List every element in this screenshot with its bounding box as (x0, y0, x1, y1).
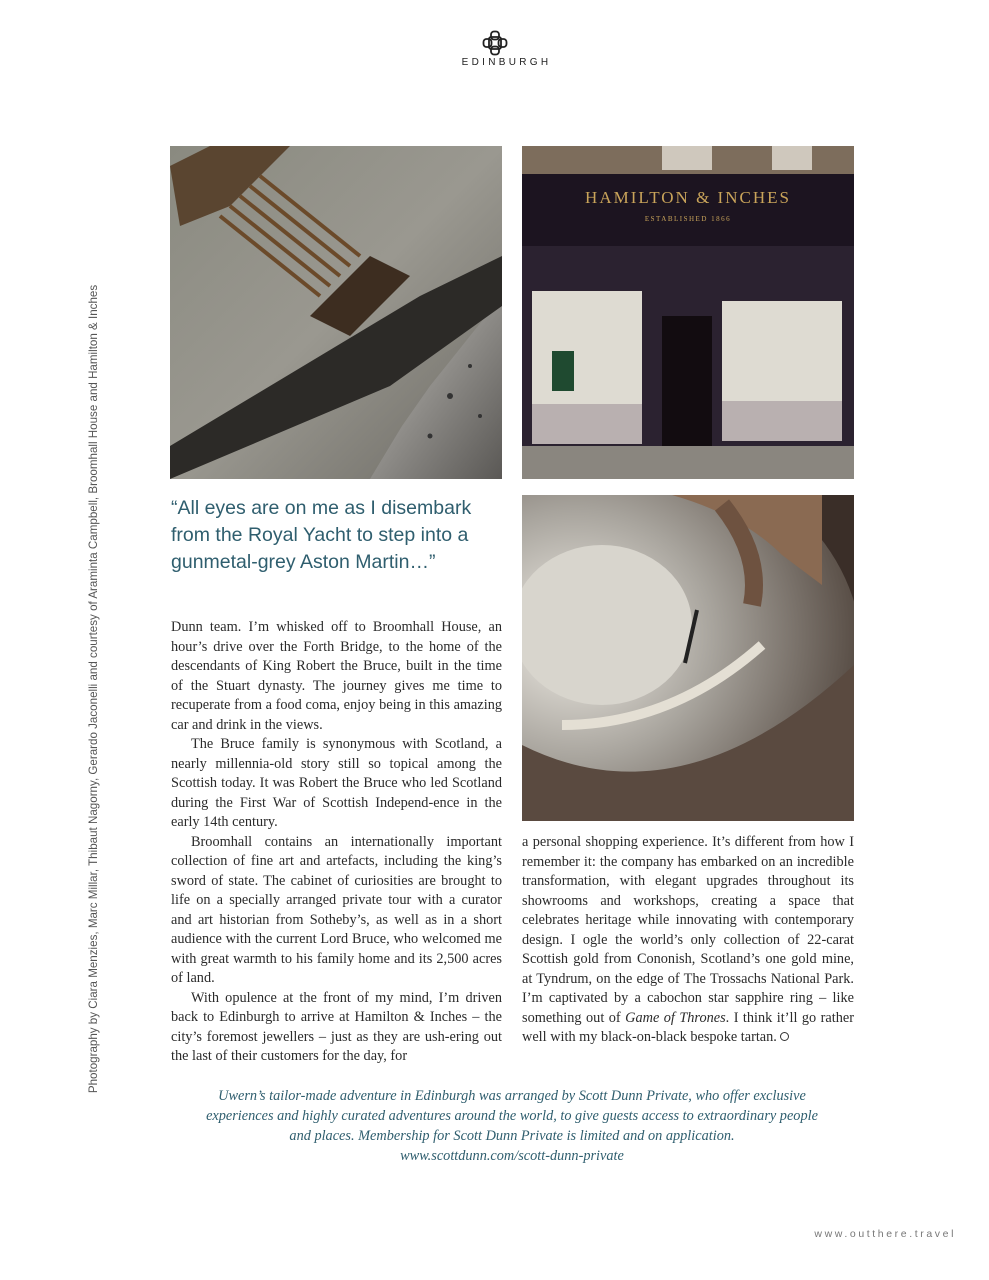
magazine-url: www.outthere.travel (814, 1228, 956, 1240)
end-mark-icon (780, 1032, 789, 1041)
paragraph (522, 833, 854, 1048)
article-column-left (171, 618, 502, 1067)
article-column-right (522, 833, 854, 1048)
paragraph-text-end: . I think it’ll go rather well with my black-on-black bespoke tartan. (522, 1009, 854, 1045)
paragraph: With opulence at the front of my mind, I’m driven back to Edinburgh to arrive at Hamilton & Inches – the city’s foremost jewellers – just as they are ush-ering out the last of their customers for the day, for (171, 989, 502, 1064)
photo-credit: Photography by Ciara Menzies, Marc Millar, Thibaut Nagorny, Gerardo Jaconelli and courtesy of Araminta Campbell, Broomhall House and Hamilton & Inches (87, 284, 100, 1094)
sponsor-link[interactable]: www.scottdunn.com/scott-dunn-private (400, 1148, 624, 1164)
shop-sign: HAMILTON & INCHES (585, 188, 791, 207)
sword-photo (170, 146, 502, 479)
sponsor-note-line: Uwern’s tailor-made adventure in Edinburgh was arranged by Scott Dunn Private, who offer exclusive (218, 1088, 806, 1104)
section-title: EDINBURGH (461, 57, 552, 68)
sponsor-note-line: and places. Membership for Scott Dunn Private is limited and on application. (289, 1128, 735, 1144)
shop-sign-subtitle: ESTABLISHED 1866 (644, 215, 732, 223)
paragraph-text: a personal shopping experience. It’s different from how I remember it: the company has embarked on an incredible transformation, with elegant upgrades throughout its showrooms and workshops, creating a space that celebrates heritage while innovating with contemporary design. I ogle the world’s only collection of 22-carat Scottish gold from Cononish, Scotland’s one gold mine, at Tyndrum, on the edge of The Trossachs National Park. I’m captivated by a cabochon star sapphire ring – like something out of (522, 834, 854, 1026)
shopfront-photo (522, 146, 854, 479)
paragraph: Dunn team. I’m whisked off to Broomhall House, an hour’s drive over the Forth Bridge, to the home of the descendants of King Robert the Bruce, built in the time of the Stuart dynasty. The journey gives me time to recuperate from a food coma, enjoy being in this amazing car and drink in the views. (171, 619, 502, 733)
book-title: Game of Thrones (625, 1009, 726, 1026)
sponsor-note-line: experiences and highly curated adventures around the world, to give guests access to extraordinary people (206, 1108, 818, 1124)
page-header (0, 30, 989, 68)
paragraph: The Bruce family is synonymous with Scotland, a nearly millennia-old story still so topical among the Scottish today. It was Robert the Bruce who led Scotland during the First War of Scottish Independ-ence in the early 14th century. (171, 736, 502, 830)
paragraph: Broomhall contains an internationally important collection of fine art and artefacts, including the king’s sword of state. The cabinet of curiosities are brought to life on a specially arranged private tour with a curator and art historian from Sotheby’s, as well as in a short audience with the current Lord Bruce, who welcomed me with great warmth to his family home and its 2,500 acres of land. (171, 833, 502, 986)
silver-engraving-photo (522, 495, 854, 821)
celtic-knot-icon (482, 30, 508, 56)
sponsor-note (170, 1086, 854, 1166)
pull-quote: “All eyes are on me as I disembark from the Royal Yacht to step into a gunmetal-grey Aston Martin…” (171, 497, 472, 573)
